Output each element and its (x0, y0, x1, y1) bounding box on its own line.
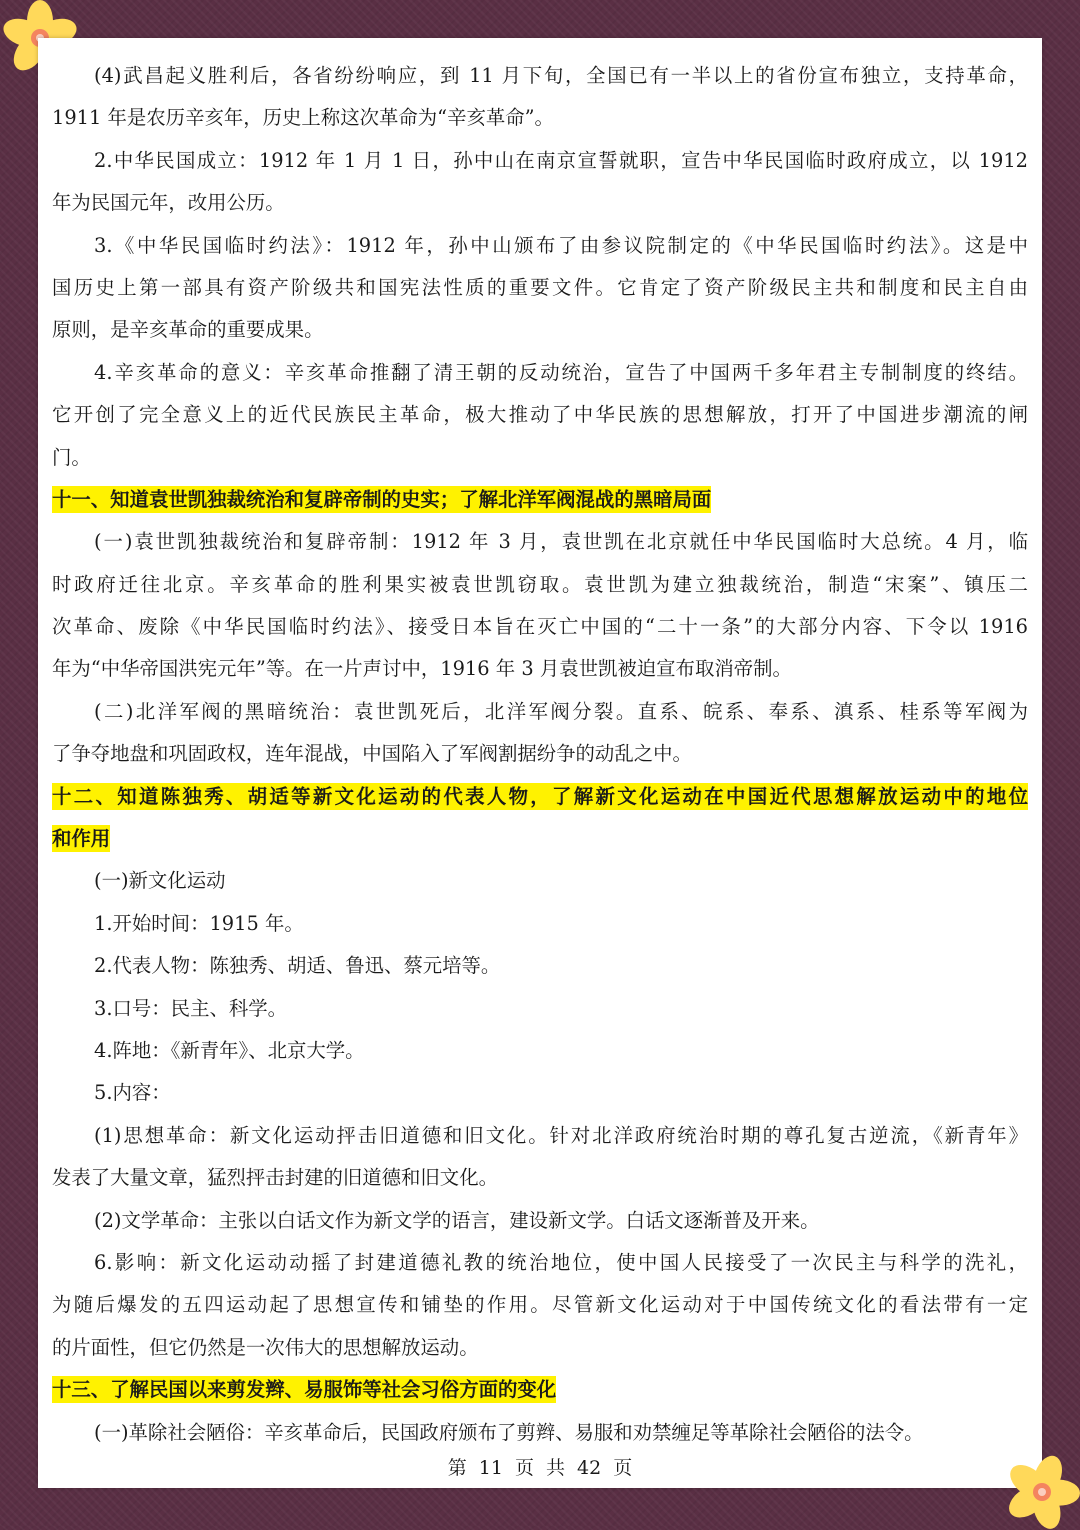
text-line: 1911 年是农历辛亥年，历史上称这次革命为“辛亥革命”。 (52, 106, 554, 130)
text-line: 时政府迁往北京。辛亥革命的胜利果实被袁世凯窃取。袁世凯为建立独裁统治，制造“宋案”、镇压二 (52, 572, 1028, 596)
text-line: 了争夺地盘和巩固政权，连年混战，中国陷入了军阀割据纷争的动乱之中。 (52, 742, 692, 766)
section-heading-line (52, 1369, 1028, 1411)
text-line: (一)新文化运动 (94, 869, 226, 893)
text-line: 发表了大量文章，猛烈抨击封建的旧道德和旧文化。 (52, 1166, 498, 1190)
flower-icon (1004, 1454, 1080, 1530)
text-line: 3.口号：民主、科学。 (94, 996, 288, 1020)
text-line: 的片面性，但它仍然是一次伟大的思想解放运动。 (52, 1335, 479, 1359)
text-line: 2.代表人物：陈独秀、胡适、鲁迅、蔡元培等。 (94, 954, 501, 978)
highlighted-heading: 十三、了解民国以来剪发辫、易服饰等社会习俗方面的变化 (52, 1378, 557, 1402)
document-body (52, 55, 1028, 1454)
text-line: (二)北洋军阀的黑暗统治：袁世凯死后，北洋军阀分裂。直系、皖系、奉系、滇系、桂系等军阀为 (94, 699, 1028, 723)
text-line: 4.阵地：《新青年》、北京大学。 (94, 1038, 365, 1062)
text-line: (2)文学革命：主张以白话文作为新文学的语言，建设新文学。白话文逐渐普及开来。 (94, 1208, 820, 1232)
text-line: 为随后爆发的五四运动起了思想宣传和铺垫的作用。尽管新文化运动对于中国传统文化的看法带有一定 (52, 1293, 1028, 1317)
flower-decoration-bottom-right (1004, 1454, 1080, 1530)
text-line: 它开创了完全意义上的近代民族民主革命，极大推动了中华民族的思想解放，打开了中国进步潮流的闸 (52, 403, 1028, 427)
highlighted-heading: 十二、知道陈独秀、胡适等新文化运动的代表人物，了解新文化运动在中国近代思想解放运动中的地位 (52, 784, 1028, 808)
highlighted-heading: 和作用 (52, 827, 111, 851)
section-heading-line (52, 479, 1028, 521)
section-heading-line (52, 776, 1028, 818)
text-line: 年为“中华帝国洪宪元年”等。在一片声讨中，1916 年 3 月袁世凯被迫宣布取消帝制。 (52, 657, 792, 681)
text-line: 年为民国元年，改用公历。 (52, 191, 285, 215)
text-line: (一)革除社会陋俗：辛亥革命后，民国政府颁布了剪辫、易服和劝禁缠足等革除社会陋俗的法令。 (94, 1420, 924, 1444)
text-line: 国历史上第一部具有资产阶级共和国宪法性质的重要文件。它肯定了资产阶级民主共和制度和民主自由 (52, 275, 1028, 299)
text-line: 5.内容： (94, 1081, 171, 1105)
section-heading-line (52, 818, 1028, 860)
text-line: (一)袁世凯独裁统治和复辟帝制：1912 年 3 月，袁世凯在北京就任中华民国临时大总统。4 月，临 (94, 530, 1028, 554)
text-line: 门。 (52, 445, 91, 469)
text-line: 原则，是辛亥革命的重要成果。 (52, 318, 324, 342)
text-line: 3.《中华民国临时约法》：1912 年，孙中山颁布了由参议院制定的《中华民国临时约法》。这是中 (94, 233, 1028, 257)
document-page (38, 38, 1042, 1488)
text-line: 1.开始时间：1915 年。 (94, 911, 304, 935)
text-line: (4)武昌起义胜利后，各省纷纷响应，到 11 月下旬，全国已有一半以上的省份宣布独立，支持革命， (94, 64, 1028, 87)
page-footer: 第 11 页 共 42 页 (447, 1457, 633, 1479)
text-line: 2.中华民国成立：1912 年 1 月 1 日，孙中山在南京宣誓就职，宣告中华民国临时政府成立，以 1912 (94, 148, 1028, 172)
highlighted-heading: 十一、知道袁世凯独裁统治和复辟帝制的史实；了解北洋军阀混战的黑暗局面 (52, 487, 712, 511)
text-line: 4.辛亥革命的意义：辛亥革命推翻了清王朝的反动统治，宣告了中国两千多年君主专制制度的终结。 (94, 360, 1028, 384)
text-line: (1)思想革命：新文化运动抨击旧道德和旧文化。针对北洋政府统治时期的尊孔复古逆流，《新青年》 (94, 1123, 1028, 1147)
text-line: 次革命、废除《中华民国临时约法》、接受日本旨在灭亡中国的“二十一条”的大部分内容、下令以 1916 (52, 615, 1028, 639)
text-line: 6.影响：新文化运动动摇了封建道德礼教的统治地位，使中国人民接受了一次民主与科学的洗礼， (94, 1250, 1028, 1274)
